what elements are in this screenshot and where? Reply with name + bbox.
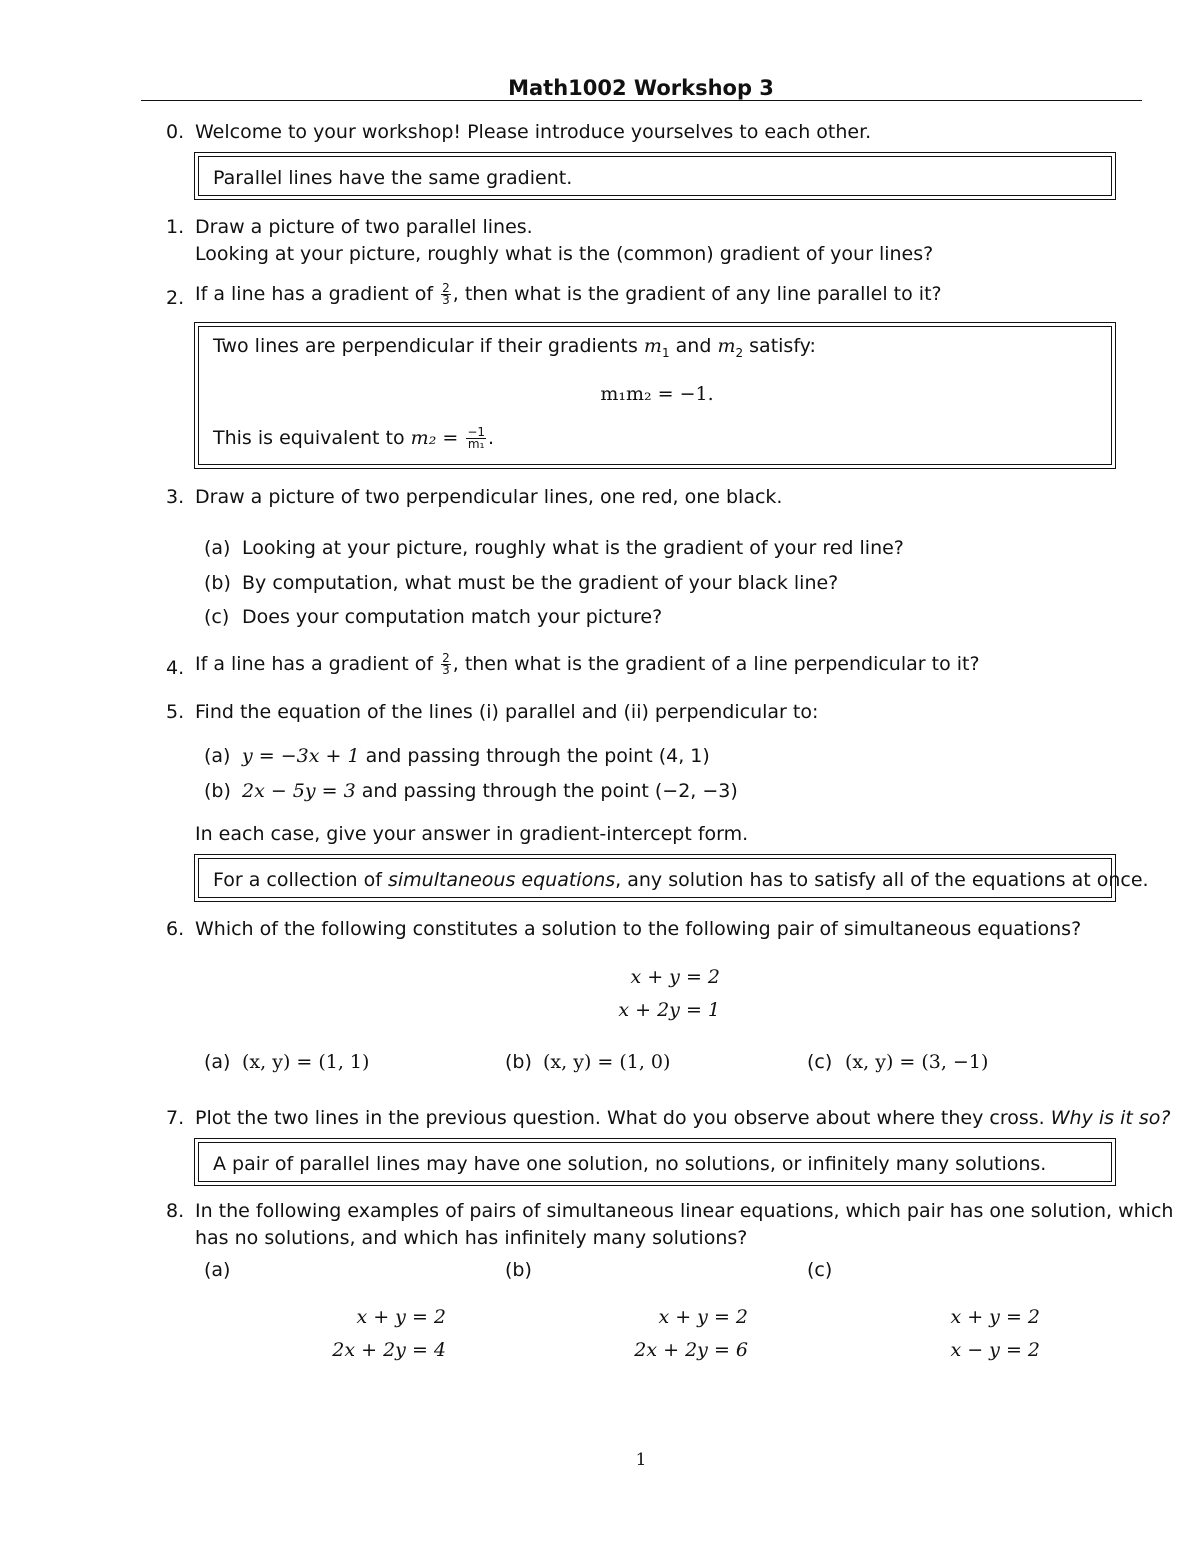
q5-part-b-label: (b) xyxy=(204,780,231,802)
q2-frac-den: 3 xyxy=(442,293,450,307)
q8-system-b-eq2: 2x + 2y = 6 xyxy=(634,1339,748,1361)
q6-eq1: x + y = 2 xyxy=(630,966,720,988)
q7-emph: Why is it so? xyxy=(1050,1107,1171,1129)
q3-part-a-text: Looking at your picture, roughly what is the gradient of your red line? xyxy=(242,537,904,559)
perp-fraction xyxy=(466,427,486,450)
perp-line1-post: satisfy: xyxy=(749,335,816,357)
q4-text-pre: If a line has a gradient of xyxy=(195,653,434,675)
q5-part-a-text: and passing through the point (4, 1) xyxy=(365,745,710,767)
perp-sub2: 2 xyxy=(735,345,744,360)
q8-line1: In the following examples of pairs of simultaneous linear equations, which pair has one solution, which xyxy=(195,1200,1174,1222)
q6-option-a-label: (a) xyxy=(204,1051,231,1073)
perp-line3-pre: This is equivalent to xyxy=(213,427,405,449)
perp-equation: m₁m₂ = −1. xyxy=(600,383,714,405)
q1-number: 1. xyxy=(166,216,185,238)
q2-text-post: , then what is the gradient of any line parallel to it? xyxy=(452,283,942,305)
perp-line3-lhs: m₂ = xyxy=(410,427,459,449)
info-box-parallel-text: Parallel lines have the same gradient. xyxy=(213,167,573,189)
q6-option-b-label: (b) xyxy=(505,1051,532,1073)
q5-number: 5. xyxy=(166,701,185,723)
info-box-solutions xyxy=(194,1138,1116,1186)
box3-post: , any solution has to satisfy all of the equations at once. xyxy=(615,869,1149,891)
info-box-perp-line3 xyxy=(213,427,494,450)
q4-text-post: , then what is the gradient of a line perpendicular to it? xyxy=(452,653,980,675)
q0-text: Welcome to your workshop! Please introduce yourselves to each other. xyxy=(195,121,872,143)
perp-line3-post: . xyxy=(488,427,495,449)
q8-system-c-eq1: x + y = 2 xyxy=(950,1306,1040,1328)
q2-frac-num: 2 xyxy=(442,281,450,295)
q5-part-a-eq: y = −3x + 1 xyxy=(242,745,360,767)
q4-frac-num: 2 xyxy=(442,651,450,665)
q3-part-b-text: By computation, what must be the gradient of your black line? xyxy=(242,572,839,594)
q2-number: 2. xyxy=(166,287,185,309)
perp-sub1: 1 xyxy=(661,345,670,360)
info-box-parallel xyxy=(194,152,1116,200)
perp-m1: m xyxy=(643,335,662,357)
q5-part-b xyxy=(242,780,738,802)
box3-emph: simultaneous equations xyxy=(387,869,616,891)
q5-footer: In each case, give your answer in gradient-intercept form. xyxy=(195,823,749,845)
perp-line1-pre: Two lines are perpendicular if their gradients xyxy=(213,335,638,357)
page-number: 1 xyxy=(635,1450,647,1470)
q8-system-a-eq1: x + y = 2 xyxy=(356,1306,446,1328)
q8-system-c-label: (c) xyxy=(807,1259,833,1281)
perp-frac-num: −1 xyxy=(467,425,486,439)
q6-number: 6. xyxy=(166,918,185,940)
info-box-simultaneous xyxy=(194,854,1149,902)
box3-pre: For a collection of xyxy=(213,869,382,891)
info-box-solutions-text: A pair of parallel lines may have one solution, no solutions, or infinitely many solutions. xyxy=(213,1153,1047,1175)
q1-line1: Draw a picture of two parallel lines. xyxy=(195,216,533,238)
q6-option-b: (x, y) = (1, 0) xyxy=(543,1051,671,1073)
q2-fraction xyxy=(441,283,451,306)
q5-part-a-label: (a) xyxy=(204,745,231,767)
q5-part-a xyxy=(242,745,710,767)
q4-frac-den: 3 xyxy=(442,663,450,677)
q3-text: Draw a picture of two perpendicular lines, one red, one black. xyxy=(195,486,783,508)
q4-fraction xyxy=(441,653,451,676)
q1-line2: Looking at your picture, roughly what is the (common) gradient of your lines? xyxy=(195,243,934,265)
q8-number: 8. xyxy=(166,1200,185,1222)
q8-system-c-eq2: x − y = 2 xyxy=(950,1339,1040,1361)
perp-frac-den: m₁ xyxy=(467,437,485,451)
q8-system-a-eq2: 2x + 2y = 4 xyxy=(332,1339,446,1361)
info-box-perp-line1 xyxy=(213,335,816,360)
perp-and: and xyxy=(675,335,712,357)
q7-number: 7. xyxy=(166,1107,185,1129)
q0-number: 0. xyxy=(166,121,185,143)
q3-part-c-label: (c) xyxy=(204,606,230,628)
q6-option-c-label: (c) xyxy=(807,1051,833,1073)
q6-option-c: (x, y) = (3, −1) xyxy=(845,1051,989,1073)
q5-part-b-text: and passing through the point (−2, −3) xyxy=(361,780,738,802)
q7-line xyxy=(195,1107,1170,1129)
q3-part-b-label: (b) xyxy=(204,572,231,594)
q3-number: 3. xyxy=(166,486,185,508)
q6-option-a: (x, y) = (1, 1) xyxy=(242,1051,370,1073)
perp-m2: m xyxy=(717,335,736,357)
q8-system-a-label: (a) xyxy=(204,1259,231,1281)
q2-text-pre: If a line has a gradient of xyxy=(195,283,434,305)
title-rule xyxy=(141,100,1142,101)
q3-part-c-text: Does your computation match your picture? xyxy=(242,606,663,628)
q2-text xyxy=(195,283,942,306)
q7-text: Plot the two lines in the previous question. What do you observe about where they cross. xyxy=(195,1107,1045,1129)
q4-number: 4. xyxy=(166,657,185,679)
q8-line2: has no solutions, and which has infinitely many solutions? xyxy=(195,1227,748,1249)
page-title: Math1002 Workshop 3 xyxy=(508,76,774,100)
q6-text: Which of the following constitutes a solution to the following pair of simultaneous equations? xyxy=(195,918,1082,940)
q8-system-b-eq1: x + y = 2 xyxy=(658,1306,748,1328)
q5-text: Find the equation of the lines (i) parallel and (ii) perpendicular to: xyxy=(195,701,819,723)
q4-text xyxy=(195,653,980,676)
q3-part-a-label: (a) xyxy=(204,537,231,559)
q5-part-b-eq: 2x − 5y = 3 xyxy=(242,780,356,802)
info-box-simultaneous-text xyxy=(213,869,1149,891)
q6-eq2: x + 2y = 1 xyxy=(618,999,720,1021)
info-box-perpendicular xyxy=(194,322,1116,469)
q8-system-b-label: (b) xyxy=(505,1259,532,1281)
